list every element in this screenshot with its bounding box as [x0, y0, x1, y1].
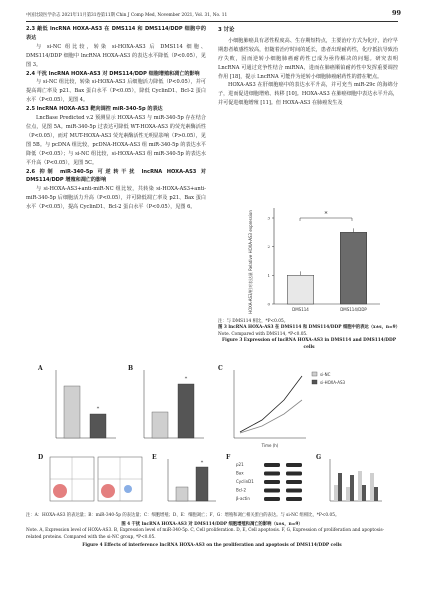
- section-2-4-text: 与 si-NC 组比较，转染 si-HOXA-AS3 后细胞活力降低（P<0.05），并可提高凋亡率及 p21、Bax 蛋白水平（P<0.05），降低 CyclinD1、Bcl-2 蛋白水平（P<0.05），见图 4。: [26, 79, 206, 104]
- western-blot-label: β-actin: [236, 496, 250, 501]
- figure-4-caption: [26, 513, 398, 550]
- figure-3-category-label: DMS114: [292, 307, 309, 312]
- section-2-6-heading: 2.6 抑制 miR-340-5p 可逆转干扰 lncRNA HOXA-AS3 对 DMS114/DDP 增殖和凋亡的影响: [26, 168, 206, 184]
- figure-4-panel-g: [316, 454, 382, 501]
- legend-si-hoxa: si-HOXA-AS3: [320, 380, 346, 385]
- panel-c-xlabel: Time (h): [261, 443, 279, 448]
- western-blot-band: [286, 489, 302, 493]
- figure-4-panel-f: [226, 454, 302, 501]
- figure-4-title-cn: 图 4 干扰 lncRNA HOXA-AS3 对 DMS114/DDP 细胞增殖和凋亡的影响（x±s，n=9）: [121, 521, 303, 527]
- section-2-6-text: 与 si-HOXA-AS3+anti-miR-NC 组比较，共转染 si-HOXA-AS3+anti-miR-340-5p 后细胞活力升高（P<0.05），并可降低凋亡率及 p21、Bax 蛋白水平（P<0.05），提高 CyclinD1、Bcl-2 蛋白水平（P<0.05），见图 6。: [26, 186, 206, 211]
- panel-a-bar-si-nc: [64, 386, 80, 438]
- figure-4-panel-legend: [312, 372, 346, 385]
- western-blot-band: [264, 497, 280, 501]
- right-column: [218, 25, 398, 108]
- figure-3-ytick-label: 3: [267, 215, 270, 221]
- western-blot-label: Bcl-2: [236, 487, 247, 493]
- figure-3-ylabel: HOXA-AS3/相对表达量 Relative HOXA-AS3 expression: [248, 210, 253, 314]
- western-blot-band: [264, 489, 280, 493]
- figure-3-title-cn: 图 3 lncRNA HOXA-AS3 在 DMS114 和 DMS114/DDP 细胞中的表达（x±s，n=9）: [218, 325, 400, 331]
- section-2-5-heading: 2.5 lncRNA HOXA-AS3 靶向调控 miR-340-5p 的表达: [26, 106, 163, 113]
- panel-label-a: A: [38, 365, 43, 372]
- western-blot-label: Bax: [236, 470, 244, 476]
- section-2-3-text: 与 si-NC 组比较，转染 si-HOXA-AS3 后 DMS114 细胞、DMS114/DDP 细胞中 lncRNA HOXA-AS3 的表达水平降低（P<0.05），见图 3。: [26, 43, 206, 68]
- figure-3-note-en: Note. Compared with DMS114, *P<0.05.: [218, 331, 308, 337]
- svg-text:*: *: [200, 460, 204, 466]
- figure-4-panel-e: [152, 454, 216, 501]
- panel-label-f: F: [226, 454, 231, 461]
- western-blot-band: [286, 480, 302, 484]
- western-blot-band: [264, 472, 280, 476]
- figure-3-chart: [238, 200, 388, 318]
- figure-3-note-cn: 注：与 DMS114 相比，*P<0.05。: [218, 319, 289, 324]
- legend-si-nc: si-NC: [320, 372, 331, 377]
- western-blot-band: [286, 472, 302, 476]
- discussion-para-1: 小细胞肺癌具有恶性程度高、生存期短特点，主要治疗方式为化疗，治疗早期患者敏感性较高，但随着治疗时间的延长，患者出现耐药性，化疗抵抗导致治疗失败，因而逆转小细胞肺癌耐药性已成为亟待解决的问题。研究表明 LncRNA 可通过竞争性结合 miRNA，进而在肺癌顺铂耐药性中发挥重要调控作用 [18]，提示 LncRNA 可能作为逆转小细胞肺癌耐药性的潜在靶点。: [218, 37, 398, 80]
- panel-label-b: B: [128, 365, 134, 372]
- panel-label-e: E: [152, 454, 157, 461]
- left-column: [26, 25, 206, 212]
- running-header: 中国比较医学杂志 2021年11月第31卷第11期 Chin J Comp Med, November 2021, Vol. 31, No. 11: [26, 13, 228, 18]
- panel-a-bar-si-hoxa: [90, 414, 106, 438]
- discussion-para-2: HOXA-AS3 在肝细胞癌中的表达水平升高，并可充当 miR-29c 的海绵分子，进而促进细胞增殖、转移 [10]。HOXA-AS3 在肺癌细胞中表达水平升高，并可促进细胞增殖 [11]。但 HOXA-AS3 在肺癌发生及: [218, 82, 398, 107]
- section-2-4-heading: 2.4 干扰 lncRNA HOXA-AS3 对 DMS114/DDP 细胞增殖和凋亡的影响: [26, 70, 200, 77]
- page-number: 99: [392, 9, 402, 17]
- panel-b-bar-si-hoxa: [178, 384, 194, 438]
- panel-c-line-si-nc: [240, 376, 302, 432]
- western-blot-band: [286, 463, 302, 467]
- figure-4-panel-a: [37, 365, 116, 438]
- western-blot-label: p21: [236, 462, 244, 467]
- section-3-heading: 3 讨论: [218, 27, 235, 33]
- panel-label-g: G: [316, 454, 322, 461]
- section-2-5-text: LncBase Predicted v.2 预测显示 HOXA-AS3 与 miR-340-5p 存在结合位点，见图 5A。miR-340-5p 过表达可降低 WT-HOXA-AS3 的荧光素酶活性（P<0.05），而对 MUT-HOXA-AS3 荧光素酶活性无明显影响（P>0.05），见图 5B。与 pcDNA 组比较，pcDNA-HOXA-AS3 组 miR-340-5p 的表达水平降低（P<0.05）；与 si-NC 组比较，si-HOXA-AS3 组 miR-340-5p 的表达水平升高（P<0.05），见图 5C。: [26, 115, 206, 166]
- header-rule: [26, 21, 398, 22]
- figure-4-note-cn: 注：A：HOXA-AS3 的表达量；B：miR-340-5p 的表达量；C：细胞增殖；D、E：细胞凋亡；F、G：增殖和凋亡相关蛋白的表达。与 si-NC 组相比，*P<0.05。: [26, 513, 340, 518]
- figure-3-bar: [287, 275, 314, 304]
- panel-c-line-si-hoxa: [240, 400, 302, 433]
- western-blot-band: [264, 480, 280, 484]
- figure-4-panel-c: [218, 365, 306, 448]
- svg-text:*: *: [96, 406, 100, 412]
- svg-text:*: *: [184, 376, 188, 382]
- figure-4-title-en: Figure 4 Effects of interference lncRNA HOXA-AS3 on the proliferation and apoptosis of DMS114/DDP cells: [82, 543, 342, 549]
- figure-4-top-row: [36, 362, 386, 450]
- figure-3-caption: [218, 319, 400, 351]
- figure-3-bar: [340, 232, 367, 304]
- panel-label-c: C: [218, 365, 223, 372]
- figure-3-sig-star: *: [324, 211, 328, 218]
- western-blot-band: [286, 497, 302, 501]
- figure-3-ytick-label: 2: [267, 244, 270, 250]
- figure-3-ytick-label: 1: [267, 272, 270, 278]
- western-blot-band: [264, 463, 280, 467]
- figure-4-note-en: Note. A, Expression level of HOXA-AS3. B, Expression level of miR-340-5p. C, Cell proliferation. D, E, Cell apoptosis. F, G, Expression of proliferation and apoptosis-related proteins. Compared with the si-NC group, *P<0.05.: [26, 528, 384, 540]
- section-2-3-heading: 2.3 敲低 lncRNA HOXA-AS3 在 DMS114 和 DMS114/DDP 细胞中的表达: [26, 26, 206, 41]
- panel-b-bar-si-nc: [152, 412, 168, 438]
- figure-3-title-en: Figure 3 Expression of lncRNA HOXA-AS3 in DMS114 and DMS114/DDP cells: [222, 338, 396, 350]
- western-blot-label: CyclinD1: [236, 479, 254, 484]
- figure-4-panel-b: [128, 365, 204, 438]
- figure-3-category-label: DMS114/DDP: [340, 307, 367, 312]
- figure-4-bottom-row: [36, 451, 386, 511]
- figure-3-ytick-label: 0: [267, 301, 270, 307]
- figure-4-panel-d: [38, 454, 142, 501]
- panel-label-d: D: [38, 454, 44, 461]
